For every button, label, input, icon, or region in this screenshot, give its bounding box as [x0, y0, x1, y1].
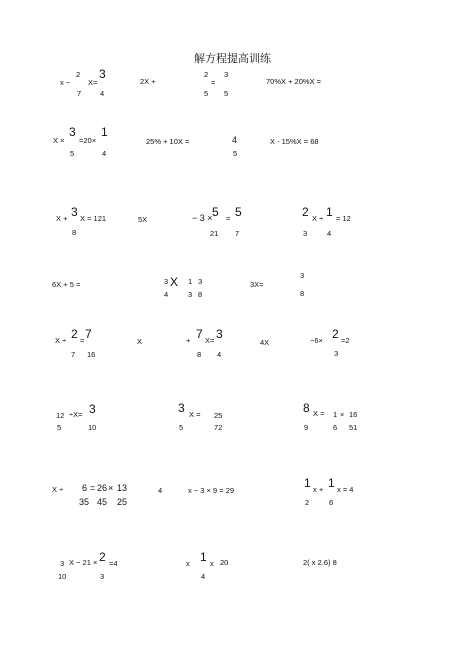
- eq-denominator: 51: [349, 423, 358, 432]
- eq-text: −6×: [310, 336, 323, 345]
- eq-numerator: 3: [71, 205, 78, 219]
- eq-numerator: 2: [76, 70, 81, 79]
- eq-text: X ×: [53, 136, 65, 145]
- eq-denominator: 3: [188, 290, 193, 299]
- equation-2-1: [53, 126, 113, 160]
- eq-text: ÷X=: [69, 410, 83, 419]
- equation-4-4: [300, 272, 312, 302]
- eq-denominator: 35: [79, 497, 90, 507]
- eq-denominator: 5: [179, 423, 184, 432]
- eq-numerator: 3: [178, 401, 185, 415]
- eq-denominator: 3: [100, 572, 105, 581]
- eq-text: x − 3 × 9 = 29: [188, 486, 235, 495]
- eq-text: X − 21 ×: [69, 558, 98, 567]
- eq-text: 20: [220, 558, 229, 567]
- eq-text: 2( x 2.6) 8: [303, 558, 337, 567]
- eq-numerator: 1: [326, 205, 333, 219]
- eq-numerator: 1: [333, 410, 338, 419]
- eq-denominator: 7: [235, 229, 240, 238]
- eq-text: x −: [60, 78, 71, 87]
- eq-denominator: 3: [334, 349, 339, 358]
- eq-denominator: 8: [198, 290, 203, 299]
- equation-8-1: [58, 551, 128, 585]
- equation-2-3: [232, 130, 252, 160]
- eq-denominator: 5: [204, 89, 209, 98]
- equation-7-2: [158, 487, 162, 495]
- eq-text: ×: [340, 410, 345, 419]
- eq-denominator: 5: [224, 89, 229, 98]
- eq-numerator: 3: [216, 327, 223, 341]
- equation-1-1: [60, 68, 120, 98]
- eq-numerator: 16: [349, 410, 358, 419]
- eq-denominator: 10: [88, 423, 97, 432]
- eq-denominator: 5: [57, 423, 62, 432]
- eq-denominator: 21: [210, 229, 219, 238]
- eq-text: =: [211, 78, 216, 87]
- equation-3-2: [138, 216, 147, 224]
- equation-5-4: [260, 339, 269, 347]
- eq-text: X=: [88, 78, 98, 87]
- eq-text: X ÷: [312, 214, 324, 223]
- eq-text: X: [137, 337, 143, 346]
- eq-denominator: 6: [329, 498, 334, 507]
- equation-7-1: [52, 480, 142, 510]
- eq-numerator: 2: [302, 205, 309, 219]
- eq-numerator: 4: [232, 135, 238, 145]
- eq-numerator: 1: [188, 277, 193, 286]
- eq-numerator: 8: [303, 401, 310, 415]
- eq-numerator: 3: [99, 67, 106, 81]
- eq-numerator: 7: [196, 327, 203, 341]
- eq-text: x: [210, 559, 214, 568]
- equation-6-1: [56, 403, 106, 433]
- eq-denominator: 4: [102, 149, 107, 158]
- eq-numerator: 25: [214, 411, 223, 420]
- eq-denominator: 3: [303, 229, 308, 238]
- equation-8-3: [303, 559, 337, 567]
- eq-denominator: 8: [72, 228, 77, 237]
- eq-text: X - 15%X = 68: [270, 137, 319, 146]
- eq-denominator: 6: [333, 423, 338, 432]
- equation-5-5: [310, 328, 360, 360]
- eq-numerator: 1: [328, 476, 335, 490]
- equation-3-4: [302, 206, 362, 240]
- eq-numerator: 3: [69, 125, 76, 139]
- eq-numerator: 3: [164, 277, 169, 286]
- eq-numerator: 1: [200, 550, 207, 564]
- eq-numerator: 13: [117, 483, 128, 493]
- equation-1-4: [266, 78, 321, 86]
- eq-text: =20×: [79, 136, 97, 145]
- eq-denominator: 4: [327, 229, 332, 238]
- eq-numerator: 1: [304, 476, 311, 490]
- eq-text: − 3 ×: [192, 213, 213, 223]
- eq-numerator: 1: [101, 125, 108, 139]
- equation-5-3: [186, 328, 236, 360]
- eq-text: x: [186, 559, 190, 568]
- eq-denominator: 5: [233, 149, 238, 158]
- eq-numerator: 2: [99, 550, 106, 564]
- eq-numerator: 5: [212, 205, 219, 219]
- equation-6-3: [303, 402, 363, 434]
- eq-denominator: 4: [217, 350, 222, 359]
- equation-8-2: [186, 551, 236, 585]
- eq-numerator: 6: [82, 483, 88, 493]
- eq-text: =4: [109, 559, 118, 568]
- eq-denominator: 8: [197, 350, 202, 359]
- equation-2-2: [146, 138, 189, 146]
- eq-text: 25% + 10X =: [146, 137, 190, 146]
- eq-denominator: 72: [214, 423, 223, 432]
- eq-text: X ÷: [52, 485, 64, 494]
- eq-denominator: 10: [58, 572, 67, 581]
- eq-denominator: 4: [164, 290, 169, 299]
- eq-text: +: [186, 336, 191, 345]
- eq-denominator: 7: [77, 89, 82, 98]
- eq-numerator: 12: [56, 411, 65, 420]
- eq-text: X =: [189, 410, 201, 419]
- eq-text: X=: [205, 336, 215, 345]
- eq-text: 2X +: [140, 77, 156, 86]
- eq-denominator: 16: [87, 350, 96, 359]
- eq-numerator: 3: [60, 559, 65, 568]
- eq-text: 3X=: [250, 280, 264, 289]
- equation-7-3: [188, 487, 234, 495]
- eq-denominator: 8: [300, 289, 305, 298]
- eq-text: X +: [56, 214, 68, 223]
- eq-numerator: 3: [198, 277, 203, 286]
- equation-1-2: [140, 78, 156, 86]
- eq-denominator: 5: [70, 149, 75, 158]
- eq-text: X =: [313, 409, 325, 418]
- equation-5-1: [55, 328, 105, 360]
- eq-text: =: [226, 214, 231, 223]
- eq-denominator: 7: [71, 350, 76, 359]
- eq-numerator: 26: [97, 483, 108, 493]
- eq-denominator: 45: [97, 497, 108, 507]
- page-title: 解方程提高训练: [194, 53, 271, 65]
- eq-text: 6X + 5 =: [52, 280, 81, 289]
- equation-3-3: [192, 206, 252, 240]
- eq-text: X = 121: [80, 214, 107, 223]
- eq-numerator: 5: [235, 205, 242, 219]
- eq-denominator: 9: [304, 423, 309, 432]
- eq-numerator: 3: [89, 402, 96, 416]
- eq-text: x = 4: [337, 485, 354, 494]
- eq-text: 4X: [260, 338, 270, 347]
- eq-text: =: [80, 336, 85, 345]
- eq-text: 4: [158, 486, 163, 495]
- eq-text: =: [90, 483, 96, 493]
- eq-text: 70%X + 20%X =: [266, 77, 322, 86]
- equation-6-2: [178, 402, 228, 434]
- eq-numerator: 3: [224, 70, 229, 79]
- eq-text: = 12: [336, 214, 351, 223]
- eq-text: X ÷: [55, 336, 67, 345]
- eq-denominator: 4: [100, 89, 105, 98]
- eq-denominator: 4: [201, 572, 206, 581]
- equation-2-4: [270, 138, 319, 146]
- equation-3-1: [56, 206, 116, 238]
- eq-text: x +: [313, 485, 324, 494]
- eq-numerator: 3: [300, 271, 305, 280]
- eq-text: =2: [341, 336, 350, 345]
- equation-7-4: [304, 477, 364, 509]
- equation-1-3: [202, 68, 242, 98]
- equation-4-2: [164, 274, 214, 302]
- equation-4-1: [52, 281, 80, 289]
- eq-denominator: 2: [305, 498, 310, 507]
- equation-5-2: [137, 338, 142, 346]
- eq-text: 5X: [138, 215, 148, 224]
- equation-4-3: [250, 281, 264, 289]
- eq-numerator: 7: [85, 327, 92, 341]
- eq-numerator: 2: [71, 327, 78, 341]
- eq-denominator: 25: [117, 497, 128, 507]
- eq-text: ×: [108, 483, 114, 493]
- eq-numerator: 2: [332, 327, 339, 341]
- eq-numerator: 2: [204, 70, 209, 79]
- eq-text: X: [170, 275, 179, 289]
